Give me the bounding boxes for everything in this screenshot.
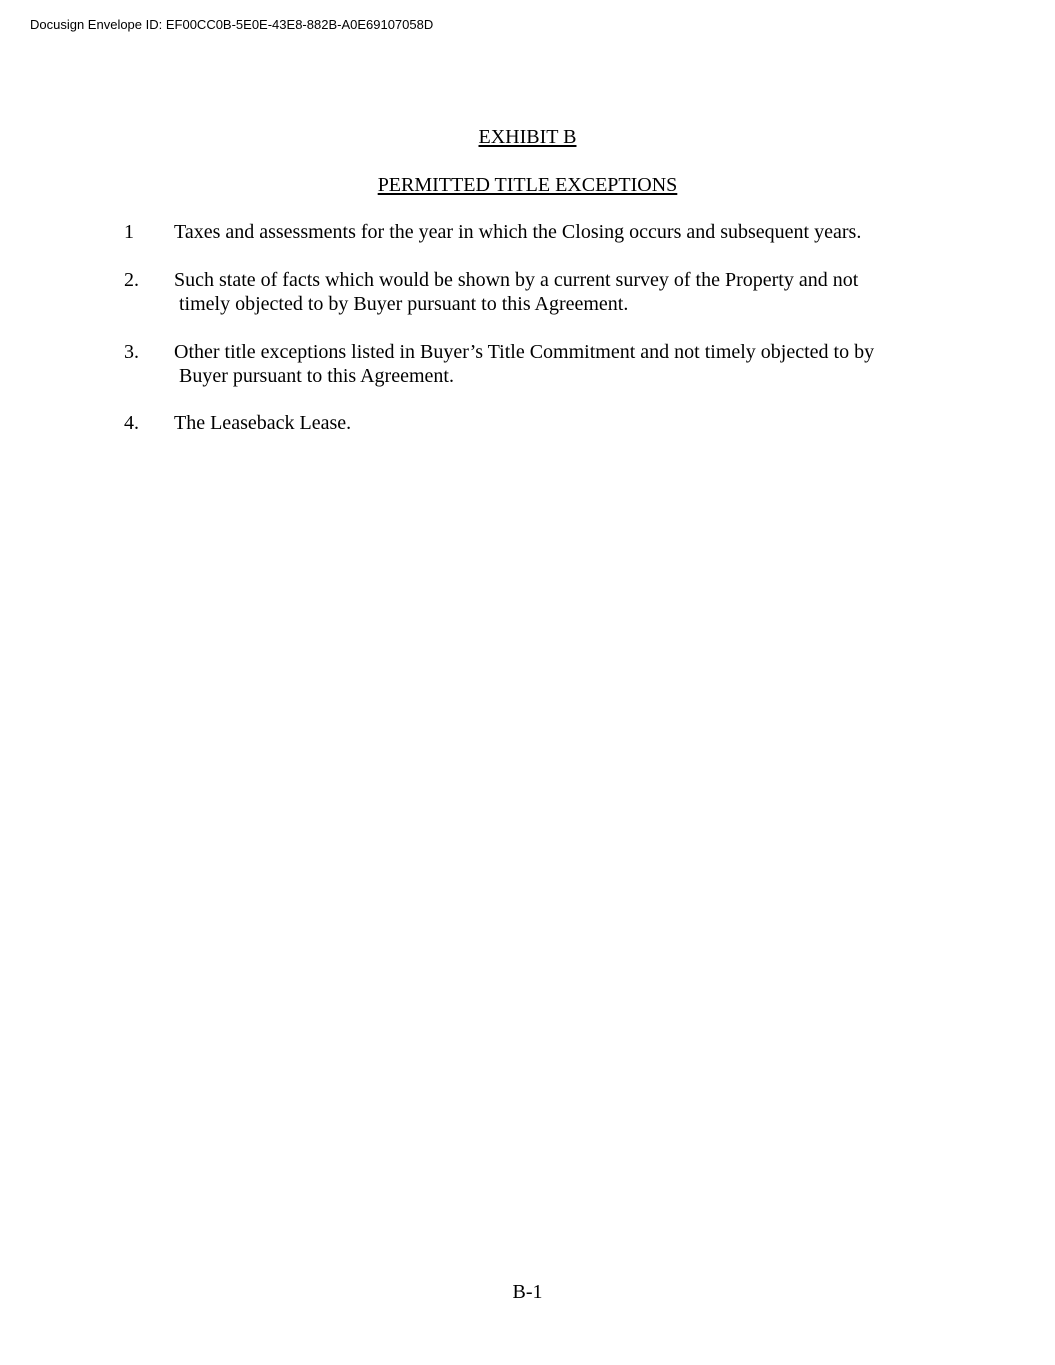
list-item-line: Such state of facts which would be shown by a current survey of the Property and not: [174, 269, 859, 291]
list-item-text: [174, 411, 934, 435]
list-item-line: Buyer pursuant to this Agreement.: [179, 365, 454, 387]
list-item-number: 1: [124, 221, 134, 243]
list-item-text: [174, 220, 934, 244]
docusign-envelope-id: Docusign Envelope ID: EF00CC0B-5E0E-43E8-882B-A0E69107058D: [30, 17, 434, 32]
list-item-number: 3.: [124, 341, 139, 363]
page-number: B-1: [512, 1281, 543, 1303]
list-item-number: 2.: [124, 269, 139, 291]
list-item-text: [174, 340, 934, 388]
list-item-line: timely objected to by Buyer pursuant to this Agreement.: [179, 293, 629, 315]
list-item-number: 4.: [124, 412, 139, 434]
exhibit-title: EXHIBIT B: [478, 126, 577, 148]
list-item-line: The Leaseback Lease.: [174, 412, 352, 434]
exhibit-subtitle: PERMITTED TITLE EXCEPTIONS: [377, 174, 678, 196]
list-item-line: Other title exceptions listed in Buyer’s Title Commitment and not timely objected to by: [174, 341, 875, 363]
list-item-text: [174, 268, 934, 316]
list-item-line: Taxes and assessments for the year in which the Closing occurs and subsequent years.: [174, 221, 862, 243]
